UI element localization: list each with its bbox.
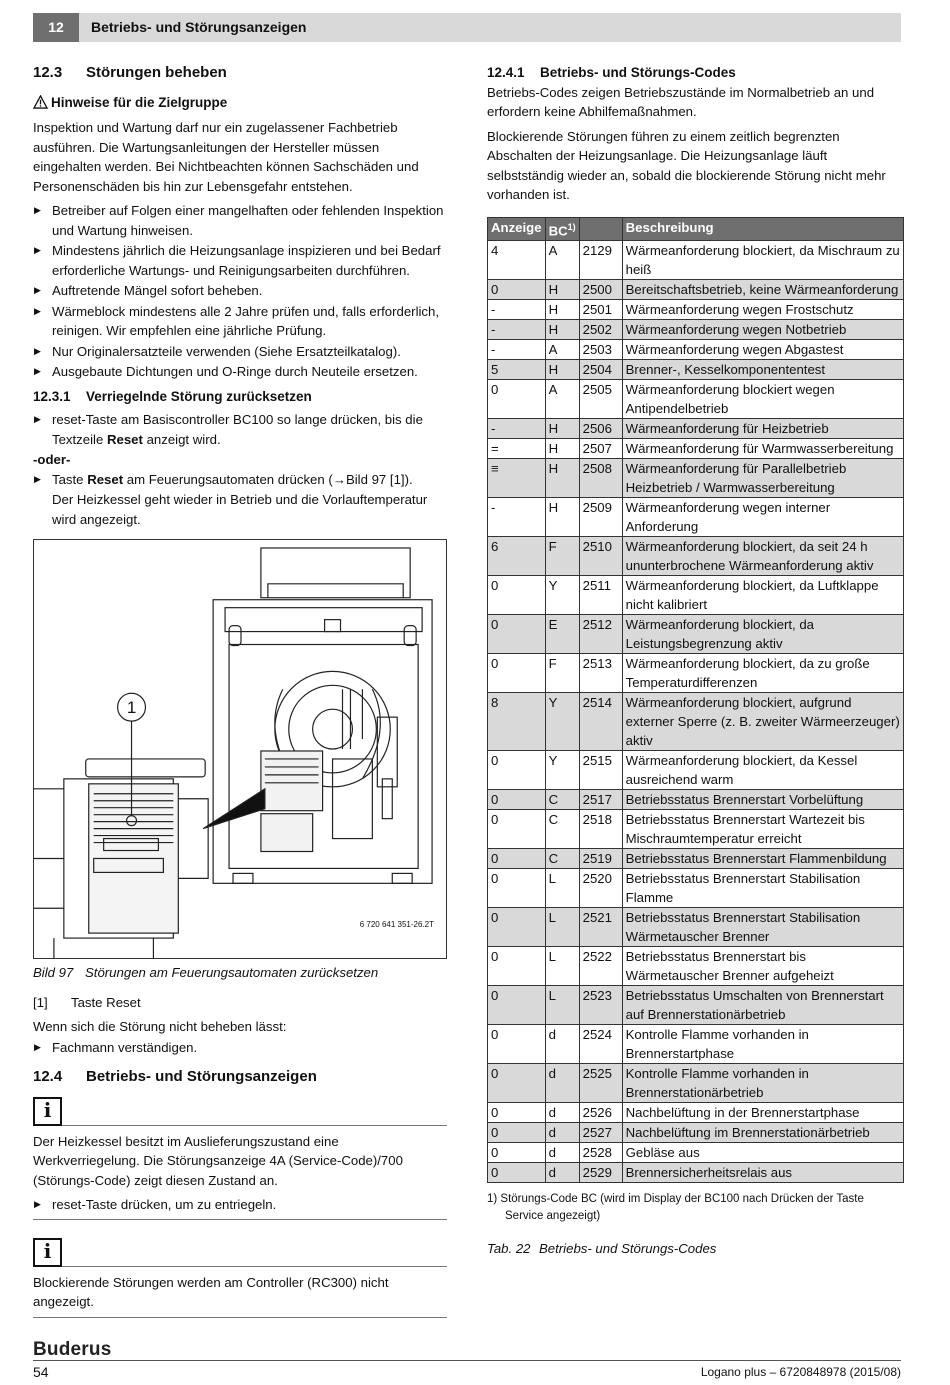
reset-steps bbox=[33, 410, 447, 449]
subsection-heading-12-3-1: 12.3.1 Verriegelnde Störung zurücksetzen bbox=[33, 388, 312, 404]
table-cell: 0 bbox=[488, 1063, 546, 1102]
list-item: ▶ Auftretende Mängel sofort beheben. bbox=[33, 281, 447, 301]
chapter-number: 12 bbox=[33, 13, 79, 42]
subsection-heading-12-4-1: 12.4.1 Betriebs- und Störungs-Codes bbox=[487, 65, 736, 80]
codes-intro-1: Betriebs-Codes zeigen Betriebszustände im Normalbetrieb an und erfordern keine Abhilfemaßnahmen. bbox=[487, 84, 875, 119]
table-row bbox=[488, 1162, 904, 1182]
table-cell: 0 bbox=[488, 1102, 546, 1122]
table-cell: H bbox=[545, 497, 579, 536]
table-cell: Betriebsstatus Umschalten von Brennerstart auf Brennerstationärbetrieb bbox=[622, 985, 903, 1024]
page-number: 54 bbox=[33, 1364, 49, 1380]
table-cell: 2512 bbox=[579, 614, 622, 653]
table-cell: Wärmeanforderung blockiert, da Leistungsbegrenzung aktiv bbox=[622, 614, 903, 653]
figure-callout: 1 bbox=[126, 698, 137, 718]
table-cell: d bbox=[545, 1063, 579, 1102]
table-row bbox=[488, 497, 904, 536]
table-cell: 2528 bbox=[579, 1142, 622, 1162]
codes-table bbox=[487, 217, 904, 1183]
table-cell: 2521 bbox=[579, 907, 622, 946]
table-cell: - bbox=[488, 418, 546, 438]
list-item: ▶ Mindestens jährlich die Heizungsanlage inspizieren und bei Bedarf erforderliche Wartungs- und Reinigungsarbeiten durchführen. bbox=[33, 241, 447, 280]
table-cell: A bbox=[545, 240, 579, 279]
info-list bbox=[33, 1195, 447, 1215]
table-cell: Wärmeanforderung für Parallelbetrieb Heizbetrieb / Warmwasserbereitung bbox=[622, 458, 903, 497]
table-cell: C bbox=[545, 848, 579, 868]
table-row bbox=[488, 985, 904, 1024]
list-item: ▶ reset-Taste am Basiscontroller BC100 so lange drücken, bis die Textzeile Reset anzeigt wird. bbox=[33, 410, 447, 449]
page-header bbox=[33, 13, 901, 42]
table-cell: Brenner-, Kesselkomponententest bbox=[622, 359, 903, 379]
table-cell: Wärmeanforderung für Heizbetrieb bbox=[622, 418, 903, 438]
table-cell: 2522 bbox=[579, 946, 622, 985]
table-cell: 0 bbox=[488, 279, 546, 299]
table-cell: 2500 bbox=[579, 279, 622, 299]
table-cell: ≡ bbox=[488, 458, 546, 497]
table-cell: A bbox=[545, 379, 579, 418]
table-cell: 2502 bbox=[579, 319, 622, 339]
table-row bbox=[488, 359, 904, 379]
table-row bbox=[488, 438, 904, 458]
table-cell: Betriebsstatus Brennerstart Wartezeit bis Mischraumtemperatur erreicht bbox=[622, 809, 903, 848]
table-cell: 0 bbox=[488, 809, 546, 848]
table-cell: 0 bbox=[488, 789, 546, 809]
table-cell: 2525 bbox=[579, 1063, 622, 1102]
table-cell: 0 bbox=[488, 614, 546, 653]
right-column bbox=[487, 60, 904, 1258]
table-cell: Gebläse aus bbox=[622, 1142, 903, 1162]
chapter-title: Betriebs- und Störungsanzeigen bbox=[91, 19, 307, 35]
table-cell: H bbox=[545, 418, 579, 438]
table-row bbox=[488, 1024, 904, 1063]
list-item: ▶ Wärmeblock mindestens alle 2 Jahre prüfen und, falls erforderlich, reinigen. Wir empfehlen eine jährliche Prüfung. bbox=[33, 302, 447, 341]
info-box-2 bbox=[33, 1238, 447, 1267]
table-cell: - bbox=[488, 319, 546, 339]
table-cell: 2511 bbox=[579, 575, 622, 614]
table-cell: C bbox=[545, 809, 579, 848]
table-cell: 0 bbox=[488, 1142, 546, 1162]
section-heading-12-4: 12.4 Betriebs- und Störungsanzeigen bbox=[33, 1068, 317, 1085]
table-cell: Bereitschaftsbetrieb, keine Wärmeanforderung bbox=[622, 279, 903, 299]
table-cell: 2506 bbox=[579, 418, 622, 438]
list-item: ▶ Ausgebaute Dichtungen und O-Ringe durch Neuteile ersetzen. bbox=[33, 362, 447, 382]
list-item: ▶ reset-Taste drücken, um zu entriegeln. bbox=[33, 1195, 447, 1215]
table-row bbox=[488, 319, 904, 339]
table-row bbox=[488, 1122, 904, 1142]
table-cell: Y bbox=[545, 750, 579, 789]
warning-heading: Hinweise für die Zielgruppe bbox=[33, 93, 447, 113]
table-cell: Wärmeanforderung wegen Frostschutz bbox=[622, 299, 903, 319]
table-cell: 2527 bbox=[579, 1122, 622, 1142]
table-cell: d bbox=[545, 1162, 579, 1182]
table-cell: - bbox=[488, 339, 546, 359]
table-cell: Betriebsstatus Brennerstart Flammenbildung bbox=[622, 848, 903, 868]
table-cell: 0 bbox=[488, 907, 546, 946]
table-row bbox=[488, 299, 904, 319]
persist-list bbox=[33, 1038, 447, 1058]
table-row bbox=[488, 789, 904, 809]
table-cell: L bbox=[545, 946, 579, 985]
table-cell: 2515 bbox=[579, 750, 622, 789]
table-cell: 0 bbox=[488, 1162, 546, 1182]
table-row bbox=[488, 614, 904, 653]
table-row bbox=[488, 458, 904, 497]
table-cell: 0 bbox=[488, 750, 546, 789]
col-header: Anzeige bbox=[488, 217, 546, 240]
table-cell: 2518 bbox=[579, 809, 622, 848]
table-cell: F bbox=[545, 536, 579, 575]
figure-legend: [1] Taste Reset bbox=[33, 994, 141, 1010]
table-cell: E bbox=[545, 614, 579, 653]
table-row bbox=[488, 1063, 904, 1102]
table-cell: H bbox=[545, 279, 579, 299]
table-cell: 0 bbox=[488, 575, 546, 614]
table-cell: L bbox=[545, 985, 579, 1024]
table-row bbox=[488, 692, 904, 750]
table-cell: Betriebsstatus Brennerstart bis Wärmetauscher Brenner aufgeheizt bbox=[622, 946, 903, 985]
table-cell: 2129 bbox=[579, 240, 622, 279]
table-cell: A bbox=[545, 339, 579, 359]
table-cell: Betriebsstatus Brennerstart Vorbelüftung bbox=[622, 789, 903, 809]
table-cell: d bbox=[545, 1122, 579, 1142]
table-cell: Wärmeanforderung blockiert, da Kessel ausreichend warm bbox=[622, 750, 903, 789]
figure-caption: Bild 97 Störungen am Feuerungsautomaten zurücksetzen bbox=[33, 965, 379, 980]
list-item: ▶ Nur Originalersatzteile verwenden (Siehe Ersatzteilkatalog). bbox=[33, 342, 447, 362]
table-cell: H bbox=[545, 319, 579, 339]
boiler-figure bbox=[33, 539, 447, 959]
info-text-2: Blockierende Störungen werden am Controller (RC300) nicht angezeigt. bbox=[33, 1274, 389, 1309]
warning-bullet-list bbox=[33, 201, 447, 382]
step-result: Der Heizkessel geht wieder in Betrieb und die Vorlauftemperatur wird angezeigt. bbox=[52, 492, 428, 527]
table-cell: 2501 bbox=[579, 299, 622, 319]
table-cell: 2504 bbox=[579, 359, 622, 379]
table-cell: = bbox=[488, 438, 546, 458]
table-cell: Kontrolle Flamme vorhanden in Brennerstationärbetrieb bbox=[622, 1063, 903, 1102]
table-cell: 0 bbox=[488, 848, 546, 868]
table-cell: Wärmeanforderung blockiert, da seit 24 h ununterbrochene Wärmeanforderung aktiv bbox=[622, 536, 903, 575]
table-cell: C bbox=[545, 789, 579, 809]
or-separator: -oder- bbox=[33, 452, 71, 467]
table-cell: L bbox=[545, 868, 579, 907]
table-cell: 0 bbox=[488, 653, 546, 692]
table-cell: Wärmeanforderung blockiert, aufgrund externer Sperre (z. B. zweiter Wärmeerzeuger) aktiv bbox=[622, 692, 903, 750]
table-row bbox=[488, 418, 904, 438]
table-cell: 2517 bbox=[579, 789, 622, 809]
table-cell: Wärmeanforderung blockiert, da Mischraum zu heiß bbox=[622, 240, 903, 279]
table-cell: H bbox=[545, 299, 579, 319]
table-cell: Kontrolle Flamme vorhanden in Brennerstartphase bbox=[622, 1024, 903, 1063]
table-cell: Betriebsstatus Brennerstart Stabilisation Flamme bbox=[622, 868, 903, 907]
table-row bbox=[488, 1142, 904, 1162]
product-reference: Logano plus – 6720848978 (2015/08) bbox=[700, 1365, 901, 1379]
table-row bbox=[488, 575, 904, 614]
table-cell: d bbox=[545, 1024, 579, 1063]
table-row bbox=[488, 750, 904, 789]
warning-triangle-icon bbox=[33, 95, 48, 109]
brand-logo: Buderus bbox=[33, 1339, 112, 1360]
info-icon: i bbox=[33, 1238, 62, 1267]
table-cell: Wärmeanforderung wegen interner Anforderung bbox=[622, 497, 903, 536]
table-cell: 5 bbox=[488, 359, 546, 379]
table-row bbox=[488, 536, 904, 575]
info-icon: i bbox=[33, 1097, 62, 1126]
list-item: ▶ Taste Reset am Feuerungsautomaten drücken (→Bild 97 [1]). bbox=[33, 470, 447, 490]
section-heading-12-3: 12.3 Störungen beheben bbox=[33, 64, 227, 81]
table-cell: 6 bbox=[488, 536, 546, 575]
table-row bbox=[488, 946, 904, 985]
table-cell: 2508 bbox=[579, 458, 622, 497]
table-cell: - bbox=[488, 299, 546, 319]
table-cell: 2510 bbox=[579, 536, 622, 575]
info-box-1 bbox=[33, 1097, 447, 1126]
table-cell: Wärmeanforderung blockiert, da Luftklappe nicht kalibriert bbox=[622, 575, 903, 614]
boiler-illustration bbox=[34, 540, 446, 958]
table-row bbox=[488, 279, 904, 299]
table-cell: 0 bbox=[488, 1024, 546, 1063]
table-cell: Wärmeanforderung wegen Abgastest bbox=[622, 339, 903, 359]
col-header: BC$^{1)}$ bbox=[545, 217, 579, 240]
table-cell: Wärmeanforderung blockiert wegen Antipendelbetrieb bbox=[622, 379, 903, 418]
table-cell: 2514 bbox=[579, 692, 622, 750]
table-row bbox=[488, 809, 904, 848]
table-cell: Wärmeanforderung wegen Notbetrieb bbox=[622, 319, 903, 339]
table-cell: - bbox=[488, 497, 546, 536]
table-cell: 0 bbox=[488, 946, 546, 985]
table-cell: 2509 bbox=[579, 497, 622, 536]
table-row bbox=[488, 907, 904, 946]
table-cell: 0 bbox=[488, 379, 546, 418]
table-cell: Nachbelüftung im Brennerstationärbetrieb bbox=[622, 1122, 903, 1142]
table-cell: 2505 bbox=[579, 379, 622, 418]
table-footnote: 1) Störungs-Code BC (wird im Display der BC100 nach Drücken der Taste Service angezeigt) bbox=[487, 1192, 864, 1222]
table-row bbox=[488, 848, 904, 868]
table-cell: H bbox=[545, 359, 579, 379]
reset-steps-alt bbox=[33, 470, 447, 490]
codes-intro-2: Blockierende Störungen führen zu einem zeitlich begrenzten Abschalten der Heizungsanlage. Die Heizungsanlage läuft selbstständig wieder an, sobald die blockierende Störung nicht mehr vorhanden ist. bbox=[487, 128, 886, 202]
table-cell: Wärmeanforderung blockiert, da zu große Temperaturdifferenzen bbox=[622, 653, 903, 692]
table-cell: H bbox=[545, 438, 579, 458]
table-row bbox=[488, 868, 904, 907]
table-cell: 2524 bbox=[579, 1024, 622, 1063]
list-item: ▶ Betreiber auf Folgen einer mangelhaften oder fehlenden Inspektion und Wartung hinweisen. bbox=[33, 201, 447, 240]
table-cell: d bbox=[545, 1142, 579, 1162]
table-cell: 2503 bbox=[579, 339, 622, 359]
table-cell: 2529 bbox=[579, 1162, 622, 1182]
table-cell: 2513 bbox=[579, 653, 622, 692]
table-cell: Y bbox=[545, 575, 579, 614]
table-cell: F bbox=[545, 653, 579, 692]
table-cell: Brennersicherheitsrelais aus bbox=[622, 1162, 903, 1182]
table-cell: Y bbox=[545, 692, 579, 750]
info-text-1: Der Heizkessel besitzt im Auslieferungszustand eine Werkverriegelung. Die Störungsanzeige 4A (Service-Code)/700 (Störungs-Code) zeigt diesen Zustand an. bbox=[33, 1133, 403, 1188]
table-cell: 2526 bbox=[579, 1102, 622, 1122]
table-caption: Tab. 22 Betriebs- und Störungs-Codes bbox=[487, 1240, 717, 1256]
list-item: ▶ Fachmann verständigen. bbox=[33, 1038, 447, 1058]
table-cell: H bbox=[545, 458, 579, 497]
table-row bbox=[488, 1102, 904, 1122]
table-cell: 4 bbox=[488, 240, 546, 279]
table-cell: L bbox=[545, 907, 579, 946]
table-row bbox=[488, 240, 904, 279]
col-header bbox=[579, 217, 622, 240]
warning-text: Inspektion und Wartung darf nur ein zugelassener Fachbetrieb ausführen. Die Wartungsanleitungen der Hersteller müssen eingehalten werden. Bei Nichtbeachten können Sachschäden und Personenschäden bis hin zur Lebensgefahr entstehen. bbox=[33, 120, 419, 194]
table-cell: 2519 bbox=[579, 848, 622, 868]
figure-reference: 6 720 641 351-26.2T bbox=[359, 919, 434, 929]
table-row bbox=[488, 653, 904, 692]
table-cell: 2507 bbox=[579, 438, 622, 458]
left-column bbox=[33, 60, 447, 1336]
table-cell: 2523 bbox=[579, 985, 622, 1024]
table-row bbox=[488, 339, 904, 359]
table-cell: Wärmeanforderung für Warmwasserbereitung bbox=[622, 438, 903, 458]
table-cell: 8 bbox=[488, 692, 546, 750]
table-row bbox=[488, 379, 904, 418]
persist-text: Wenn sich die Störung nicht beheben lässt: bbox=[33, 1019, 287, 1034]
table-cell: 2520 bbox=[579, 868, 622, 907]
table-cell: 0 bbox=[488, 868, 546, 907]
col-header: Beschreibung bbox=[622, 217, 903, 240]
table-cell: Betriebsstatus Brennerstart Stabilisation Wärmetauscher Brenner bbox=[622, 907, 903, 946]
table-cell: 0 bbox=[488, 985, 546, 1024]
table-cell: Nachbelüftung in der Brennerstartphase bbox=[622, 1102, 903, 1122]
table-cell: d bbox=[545, 1102, 579, 1122]
table-cell: 0 bbox=[488, 1122, 546, 1142]
